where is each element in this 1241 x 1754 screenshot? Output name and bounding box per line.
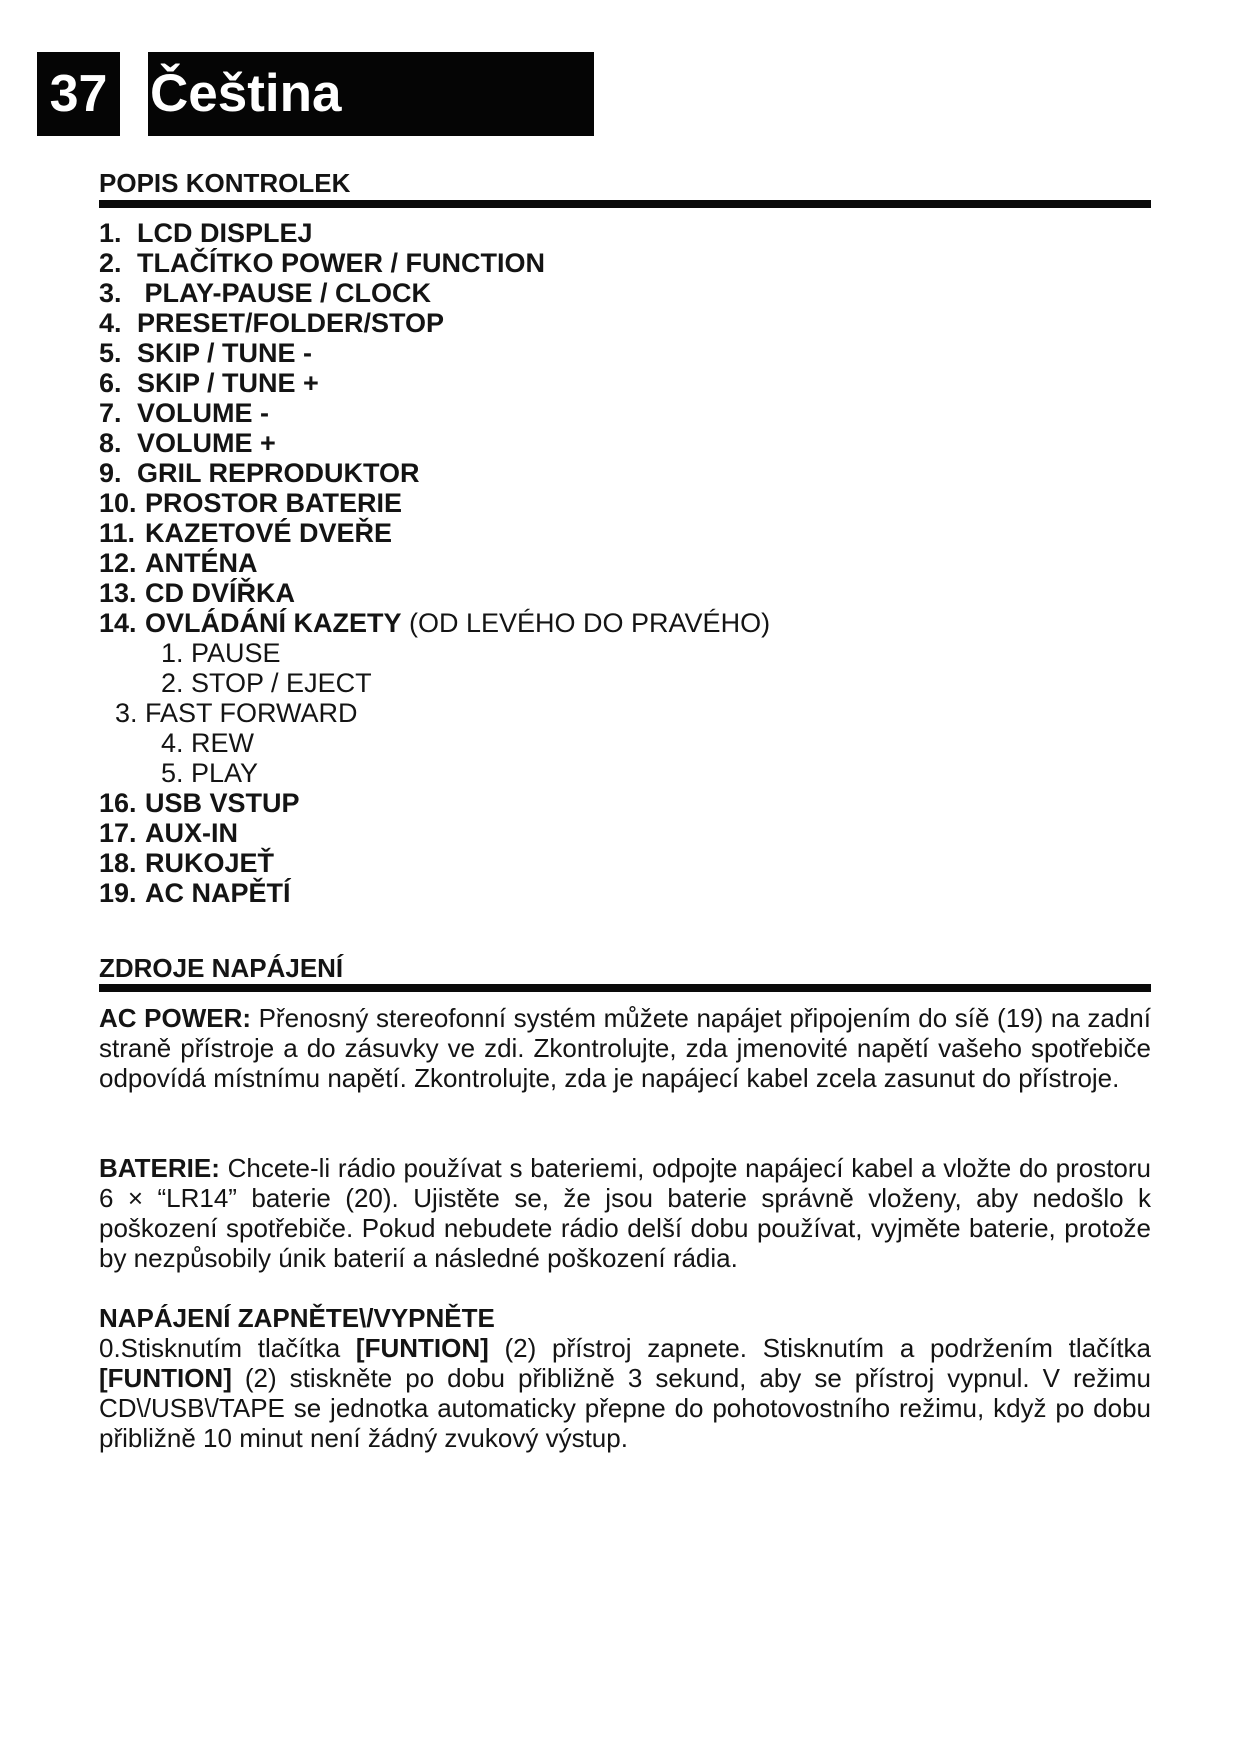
list-item: 13. CD DVÍŘKA (99, 578, 296, 608)
battery-paragraph: BATERIE: Chcete-li rádio používat s bateriemi, odpojte napájecí kabel a vložte do prostoru 6 × “LR14” baterie (20). Ujistěte se, že jsou baterie správně vloženy, aby nedošlo k poškození spotřebiče. Pokud nebudete rádio delší dobu používat, vyjměte baterie, protože by nezpůsobily únik baterií a následné poškození rádia. (99, 1153, 1151, 1273)
list-item: 5. SKIP / TUNE - (99, 338, 313, 368)
list-item: 8. VOLUME + (99, 428, 276, 458)
list-item: 11. KAZETOVÉ DVEŘE (99, 518, 393, 548)
power-section-title: ZDROJE NAPÁJENÍ (99, 953, 344, 983)
language-title: Čeština (148, 52, 594, 136)
list-item: 1. LCD DISPLEJ (99, 218, 313, 248)
list-item: 19. AC NAPĚTÍ (99, 878, 291, 908)
cassette-sub-item: 2. STOP / EJECT (161, 668, 372, 698)
list-item: 10. PROSTOR BATERIE (99, 488, 403, 518)
controls-section-title: POPIS KONTROLEK (99, 168, 351, 198)
list-item: 18. RUKOJEŤ (99, 848, 275, 878)
list-item: 6. SKIP / TUNE + (99, 368, 319, 398)
list-item: 3. PLAY-PAUSE / CLOCK (99, 278, 432, 308)
list-item: 14. OVLÁDÁNÍ KAZETY (OD LEVÉHO DO PRAVÉHO) (99, 608, 771, 638)
cassette-sub-item: 3. FAST FORWARD (115, 698, 358, 728)
list-item: 4. PRESET/FOLDER/STOP (99, 308, 445, 338)
section-rule (99, 200, 1151, 208)
section-rule (99, 984, 1151, 992)
power-onoff-title: NAPÁJENÍ ZAPNĚTE\/VYPNĚTE (99, 1303, 495, 1333)
list-item: 12. ANTÉNA (99, 548, 258, 578)
list-item: 9. GRIL REPRODUKTOR (99, 458, 420, 488)
page-number: 37 (37, 52, 120, 136)
cassette-sub-item: 5. PLAY (161, 758, 259, 788)
list-item: 7. VOLUME - (99, 398, 269, 428)
list-item: 17. AUX-IN (99, 818, 238, 848)
cassette-sub-item: 4. REW (161, 728, 255, 758)
list-item: 2. TLAČÍTKO POWER / FUNCTION (99, 248, 545, 278)
controls-list (99, 218, 770, 908)
power-onoff-paragraph: 0.Stisknutím tlačítka [FUNTION] (2) přístroj zapnete. Stisknutím a podržením tlačítka [FUNTION] (2) stiskněte po dobu přibližně 3 sekund, aby se přístroj vypnul. V režimu CD\/USB\/TAPE se jednotka automaticky přepne do pohotovostního režimu, když po dobu přibližně 10 minut není žádný zvukový výstup. (99, 1333, 1151, 1453)
list-item: 16. USB VSTUP (99, 788, 300, 818)
cassette-sub-item: 1. PAUSE (161, 638, 281, 668)
ac-power-paragraph: AC POWER: Přenosný stereofonní systém můžete napájet připojením do síě (19) na zadní straně přístroje a do zásuvky ve zdi. Zkontrolujte, zda jmenovité napětí vašeho spotřebiče odpovídá místnímu napětí. Zkontrolujte, zda je napájecí kabel zcela zasunut do přístroje. (99, 1003, 1151, 1093)
